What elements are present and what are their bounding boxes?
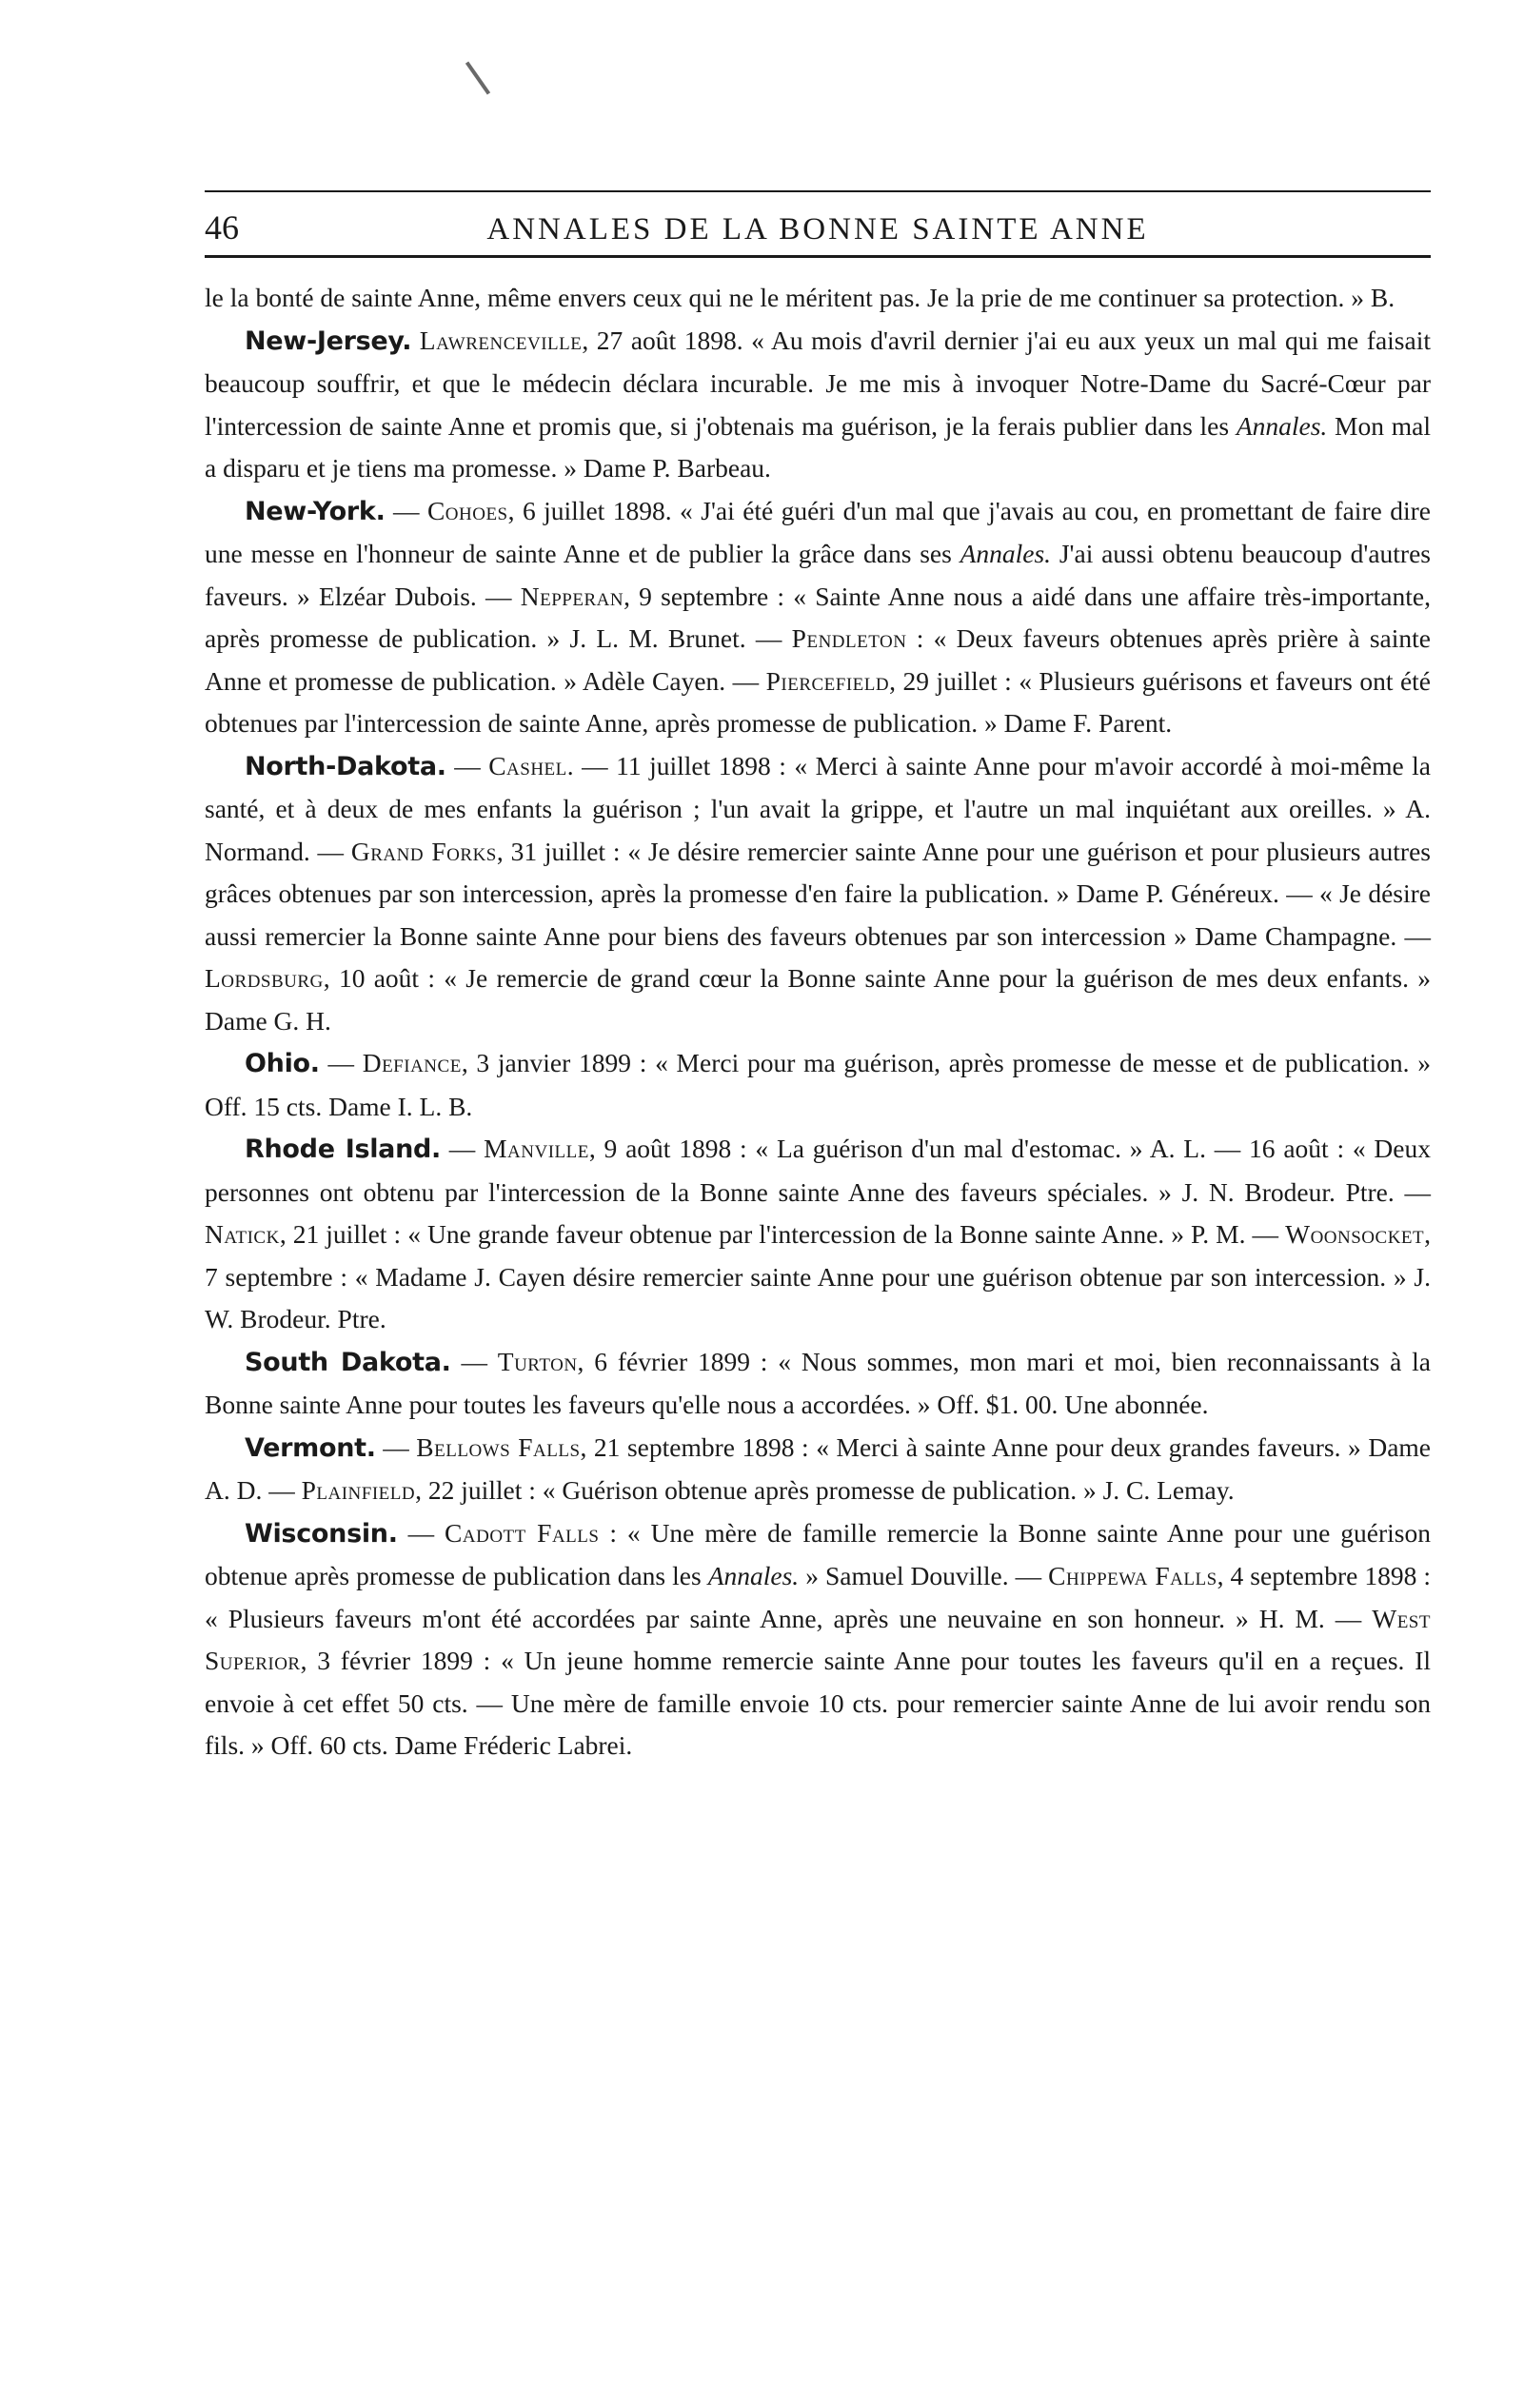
paragraph-text: — [441, 1134, 485, 1163]
paragraph [205, 745, 1431, 1043]
italic-title: Annales. [707, 1561, 800, 1590]
paragraph-text: le la bonté de sainte Anne, même envers ceux qui ne le méritent pas. Je la prie de me continuer sa protection. » B. [205, 283, 1395, 312]
state-heading: Ohio. [245, 1049, 320, 1078]
paragraph-text: . — 11 juillet 1898 : « Merci à sainte Anne pour m'avoir accordé à moi-même la santé, et à deux de mes enfants la guérison ; l'un avait la grippe, et l'autre un mal inquiétant aux oreilles. » A. Normand. — [205, 750, 1431, 866]
paragraph-text: — [319, 1048, 363, 1077]
paragraph-text: , 3 janvier 1899 : « Merci pour ma guérison, après promesse de messe et de publication. » Off. 15 cts. Dame I. L. B. [205, 1048, 1432, 1121]
header-rule [205, 255, 1431, 258]
place-name: Defiance [362, 1048, 462, 1077]
book-page [205, 190, 1431, 1767]
page-number: 46 [205, 208, 239, 247]
paragraph-text: , 9 août 1898 : « La guérison d'un mal d'estomac. » A. L. — 16 août : « Deux personnes ont obtenu par l'intercession de la Bonne sainte Anne des faveurs spéciales. » J. N. Brodeur. Ptre. — [205, 1134, 1431, 1207]
running-title: ANNALES DE LA BONNE SAINTE ANNE [486, 212, 1149, 247]
paragraph [205, 1128, 1431, 1341]
place-name: Plainfield [301, 1475, 416, 1505]
place-name: Natick [205, 1219, 280, 1249]
place-name: West Superior [205, 1603, 1431, 1675]
state-heading: Vermont. [245, 1432, 376, 1463]
paragraph [205, 1427, 1431, 1512]
paragraph-text: , 3 février 1899 : « Un jeune homme remercie sainte Anne pour toutes les faveurs qu'il en a reçues. Il envoie à cet effet 50 cts. — Une mère de famille envoie 10 cts. pour remercier sainte Anne de lui avoir rendu son fils. » Off. 60 cts. Dame Fréderic Labrei. [205, 1646, 1431, 1760]
paragraph-text: , 21 juillet : « Une grande faveur obtenue par l'intercession de la Bonne sainte Anne. » P. M. — [279, 1219, 1286, 1249]
paragraph-text: Mon mal a disparu et je tiens ma promesse. » Dame P. Barbeau. [205, 410, 1431, 483]
paragraph-text: : « Deux faveurs obtenues après prière à sainte Anne et promesse de publication. » Adèle Cayen. — [205, 623, 1431, 696]
paragraph [205, 320, 1431, 490]
place-name: Woonsocket [1285, 1219, 1425, 1249]
paragraph [205, 277, 1431, 320]
place-name: Pendleton [791, 623, 907, 653]
italic-title: Annales. [1236, 410, 1328, 441]
paragraph-text: — [385, 495, 427, 525]
paragraph-text: — [445, 750, 489, 780]
place-name: Manville [484, 1134, 589, 1163]
state-heading: New-York. [245, 496, 386, 526]
place-name: Bellows Falls [416, 1431, 581, 1462]
page-header [205, 207, 1431, 255]
place-name: Turton [497, 1346, 578, 1376]
place-name: Grand Forks [350, 836, 497, 866]
paragraph [205, 490, 1431, 745]
state-heading: Rhode Island. [245, 1135, 442, 1164]
state-heading: North-Dakota. [245, 751, 446, 781]
paragraph-text: , 6 février 1899 : « Nous sommes, mon mari et moi, bien reconnaissants à la Bonne sainte Anne pour toutes les faveurs qu'elle nous a accordées. » Off. $1. 00. Une abonnée. [205, 1346, 1431, 1419]
paragraph-text: — [450, 1346, 498, 1376]
paragraph-text: — [397, 1517, 445, 1548]
paragraph-text: , 21 septembre 1898 : « Merci à sainte Anne pour deux grandes faveurs. » Dame A. D. — [205, 1431, 1431, 1505]
paragraph-text: : « Une mère de famille remercie la Bonne sainte Anne pour une guérison obtenue après promesse de publication dans les [205, 1517, 1432, 1590]
state-heading: South Dakota. [245, 1347, 451, 1377]
paragraph-text: , 4 septembre 1898 : « Plusieurs faveurs m'ont été accordées par sainte Anne, après une neuvaine en son honneur. » H. M. — [205, 1561, 1431, 1633]
place-name: Cashel [488, 750, 567, 780]
paragraph-text: , 29 juillet : « Plusieurs guérisons et faveurs ont été obtenues par l'intercession de sainte Anne, après promesse de publication. » Dame F. Parent. [205, 665, 1431, 738]
italic-title: Annales. [960, 539, 1052, 568]
place-name: Piercefield [765, 665, 890, 696]
place-name: Cadott Falls [445, 1517, 600, 1548]
paragraph-text: , 10 août : « Je remercie de grand cœur la Bonne sainte Anne pour la guérison de mes deux enfants. » Dame G. H. [205, 963, 1431, 1036]
paragraph-text: , 27 août 1898. « Au mois d'avril dernier j'ai eu aux yeux un mal qui me faisait beaucoup souffrir, et que le médecin déclara incurable. Je me mis à invoquer Notre-Dame du Sacré-Cœur par l'intercession de sainte Anne et promis que, si j'obtenais ma guérison, je la ferais publier dans les [205, 325, 1431, 441]
paragraph-text: — [375, 1431, 417, 1462]
paragraph-text: , 22 juillet : « Guérison obtenue après promesse de publication. » J. C. Lemay. [415, 1475, 1235, 1505]
paragraph-text [411, 326, 420, 355]
header-top-rule [205, 190, 1431, 192]
paragraph-text: J'ai aussi obtenu beaucoup d'autres faveurs. » Elzéar Dubois. — [205, 539, 1431, 611]
state-heading: New-Jersey. [245, 326, 412, 356]
paragraph-text: , 9 septembre : « Sainte Anne nous a aidé dans une affaire très-importante, après promesse de publication. » J. L. M. Brunet. — [205, 581, 1431, 653]
paragraph-text: » Samuel Douville. — [799, 1561, 1049, 1590]
place-name: Nepperan [520, 581, 624, 611]
paragraph [205, 1512, 1431, 1767]
place-name: Lawrenceville [419, 325, 583, 355]
paragraph-text: , 31 juillet : « Je désire remercier sainte Anne pour une guérison et pour plusieurs autres grâces obtenues par son intercession, après la promesse d'en faire la publication. » Dame P. Généreux. — « Je désire aussi remercier la Bonne sainte Anne pour biens des faveurs obtenues par son intercession » Dame Champagne. — [205, 836, 1431, 951]
paragraph [205, 1042, 1431, 1128]
scan-mark [465, 61, 490, 94]
place-name: Chippewa Falls [1048, 1561, 1217, 1590]
paragraph-text: , 6 juillet 1898. « J'ai été guéri d'un mal que j'avais au cou, en promettant de faire dire une messe en l'honneur de sainte Anne et de publier la grâce dans ses [205, 495, 1431, 568]
place-name: Cohoes [426, 495, 508, 525]
paragraph-text: , 7 septembre : « Madame J. Cayen désire remercier sainte Anne pour une guérison obtenue par son intercession. » J. W. Brodeur. Ptre. [205, 1219, 1431, 1333]
place-name: Lordsburg [205, 963, 324, 993]
paragraph [205, 1341, 1431, 1427]
state-heading: Wisconsin. [245, 1518, 398, 1549]
article-body [205, 277, 1431, 1767]
